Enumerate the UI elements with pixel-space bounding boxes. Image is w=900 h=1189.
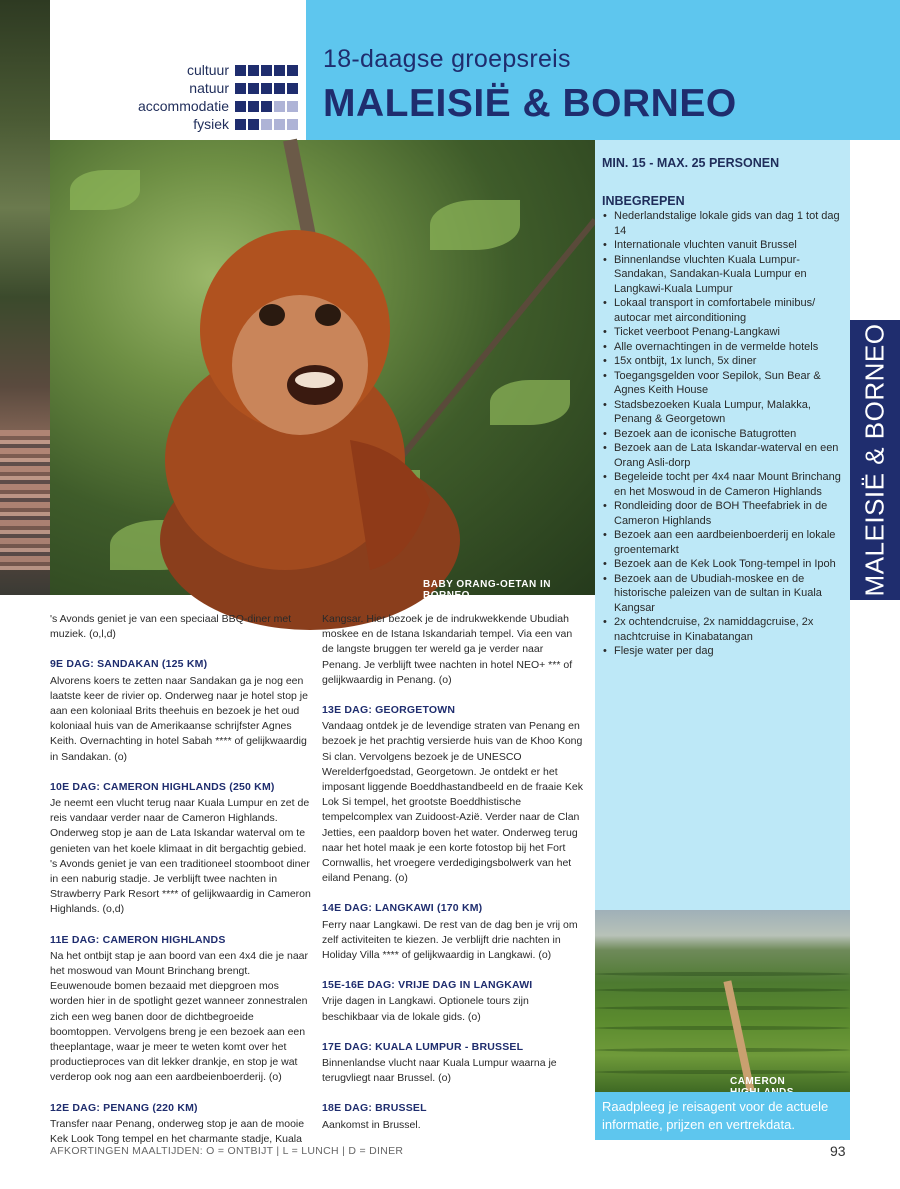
jungle-temple-image-strip [0, 0, 50, 595]
day-title: 12E DAG: PENANG (220 KM) [50, 1101, 198, 1114]
rating-square-filled [261, 65, 272, 76]
rating-squares [235, 65, 298, 76]
rating-square-filled [274, 83, 285, 94]
day-text: Alvorens koers te zetten naar Sandakan ga je nog een laatste keer de rivier op. Onderweg naar je hotel stop je aan een koloniaal Brits theehuis en bezoek je het oud koloniaal huis van de Amerikaanse schrijfster Agnes Keith. Overnachting in hotel Sabah **** of gelijkwaardig in Sandakan. (o) [50, 674, 308, 763]
temple-detail [0, 430, 50, 570]
day-text: Na het ontbijt stap je aan boord van een 4x4 die je naar het moswoud van Mount Brinchang brengt. Eeuwenoude bomen bezaaid met diepgroen mos worden hier in de spotlight gezet wanneer zonnestralen zich een weg banen door de dichtbegroeide boomtoppen. Vervolgens breng je een bezoek aan een theeplantage, waar je meer te weten komt over het productieproces van dit lekker drankje, en stop je wat verderop ook nog aan een aardbeienboerderij. (o) [50, 949, 309, 1084]
day-title: 9E DAG: SANDAKAN (125 KM) [50, 658, 208, 671]
rating-squares [235, 83, 298, 94]
legend-label: natuur [189, 80, 229, 96]
trip-title: MALEISIË & BORNEO [323, 82, 737, 125]
legend-row-accommodatie [138, 98, 298, 114]
cameron-highlands-photo [595, 910, 850, 1092]
included-list [602, 209, 847, 659]
destination-side-tab [850, 320, 900, 600]
list-item: • Alle overnachtingen in de vermelde hotels [602, 340, 847, 355]
list-item: • Bezoek aan de Kek Look Tong-tempel in Ipoh [602, 557, 847, 572]
tea-row [595, 972, 850, 976]
day-text: Binnenlandse vlucht naar Kuala Lumpur waarna je terugvliegt naar Brussel. (o) [322, 1057, 557, 1085]
photo-caption: CAMERON [730, 1076, 786, 1087]
rating-square-filled [235, 65, 246, 76]
rating-square-filled [235, 83, 246, 94]
advice-box [595, 1092, 850, 1140]
rating-square-filled [287, 83, 298, 94]
title-header [306, 0, 900, 140]
list-item: • Bezoek aan de Ubudiah-moskee en de historische paleizen van de sultan in Kuala Kangsar [602, 572, 847, 616]
rating-square-filled [248, 83, 259, 94]
column-intro: Kangsar. Hier bezoek je de indrukwekkende Ubudiah moskee en de Istana Iskandariah tempel. Via een van de langste bruggen ter wereld ga je verder naar Penang. Je verblijft twee nachten in hotel NEO+ *** of gelijkwaardig in Penang. (o) [322, 613, 573, 686]
dirt-path [723, 980, 754, 1091]
list-item: • Begeleide tocht per 4x4 naar Mount Brinchang en het Moswoud in de Cameron Highlands [602, 470, 847, 499]
day-title: 11E DAG: CAMERON HIGHLANDS [50, 933, 226, 946]
legend-row-fysiek [193, 116, 298, 132]
list-item: • Nederlandstalige lokale gids van dag 1 tot dag 14 [602, 209, 847, 238]
included-heading: INBEGREPEN [602, 194, 685, 208]
day-title: 10E DAG: CAMERON HIGHLANDS (250 KM) [50, 780, 275, 793]
list-item: • Bezoek aan de iconische Batugrotten [602, 427, 847, 442]
day-text: Transfer naar Penang, onderweg stop je aan de mooie Kek Look Tong tempel en het charmante stadje, Kuala [50, 1117, 305, 1146]
tea-row [595, 1048, 850, 1052]
photo-caption: BABY ORANG-OETAN IN BORNEO [423, 579, 552, 601]
legend-row-natuur [189, 80, 298, 96]
rating-square-filled [248, 101, 259, 112]
legend-label: accommodatie [137, 98, 229, 114]
page-number: 93 [830, 1143, 846, 1159]
day-text: Aankomst in Brussel. [322, 1118, 421, 1131]
group-size: MIN. 15 - MAX. 25 PERSONEN [602, 156, 780, 170]
day-text: Ferry naar Langkawi. De rest van de dag ben je vrij om zelf activiteiten te kiezen. Je verblijft drie nachten in Holiday Villa **** of gelijkwaardig in Langkawi. (o) [322, 918, 578, 962]
rating-square-empty [287, 101, 298, 112]
list-item: • Internationale vluchten vanuit Brussel [602, 238, 847, 253]
rating-square-filled [274, 65, 285, 76]
advice-text: Raadpleeg je reisagent voor de actuele informatie, prijzen en vertrekdata. [602, 1099, 829, 1132]
tea-row [595, 988, 850, 992]
list-item: • Flesje water per dag [602, 644, 847, 659]
included-panel [595, 140, 850, 910]
rating-square-empty [287, 119, 298, 130]
rating-squares [235, 119, 298, 130]
rating-square-filled [248, 119, 259, 130]
day-title: 13E DAG: GEORGETOWN [322, 704, 456, 717]
day-text: Vandaag ontdek je de levendige straten van Penang en bezoek je het prachtig versierde huis van de Khoo Kong Si clan. Vervolgens bezoek je de UNESCO Werelderfgoedstad, Georgetown. Je ontdekt er het imposant liggende Boeddhastandbeeld en de fraaie Kek Lok Si tempel, het grootste Boeddhistische tempelcomplex van Zuidoost-Azië. Verder naar de Clan Jetties, een paaldorp boven het water. Onderweg terug naar het hotel maak je een korte fotostop bij het Fort Cornwallis, het vroegere verdedigingsbolwerk van het eiland Penang. (o) [322, 720, 583, 885]
orangutan-illustration [50, 140, 595, 595]
meal-abbreviations: AFKORTINGEN MAALTIJDEN: O = ONTBIJT | L = LUNCH | D = DINER [50, 1145, 404, 1157]
rating-legend [50, 0, 306, 140]
rating-square-filled [287, 65, 298, 76]
list-item: • Ticket veerboot Penang-Langkawi [602, 325, 847, 340]
itinerary-column-1 [50, 612, 312, 1162]
column-intro: 's Avonds geniet je van een speciaal BBQ-diner met muziek. (o,l,d) [50, 613, 292, 641]
rating-square-empty [261, 119, 272, 130]
list-item: • 2x ochtendcruise, 2x namiddagcruise, 2x nachtcruise in Kinabatangan [602, 615, 847, 644]
legend-label: fysiek [193, 116, 229, 132]
tea-row [595, 1070, 850, 1074]
trip-subtitle: 18-daagse groepsreis [323, 45, 571, 73]
side-tab-label: MALEISIË & BORNEO [859, 323, 890, 597]
rating-squares [235, 101, 298, 112]
list-item: • Rondleiding door de BOH Theefabriek in de Cameron Highlands [602, 499, 847, 528]
rating-square-filled [235, 101, 246, 112]
rating-square-filled [261, 101, 272, 112]
rating-square-empty [274, 119, 285, 130]
rating-square-filled [235, 119, 246, 130]
day-title: 18E DAG: BRUSSEL [322, 1102, 427, 1115]
day-title: 15E-16E DAG: VRIJE DAG IN LANGKAWI [322, 979, 533, 992]
list-item: • Bezoek aan een aardbeienboerderij en lokale groentemarkt [602, 528, 847, 557]
list-item: • Bezoek aan de Lata Iskandar-waterval en een Orang Asli-dorp [602, 441, 847, 470]
list-item: • 15x ontbijt, 1x lunch, 5x diner [602, 354, 847, 369]
day-text: Vrije dagen in Langkawi. Optionele tours zijn beschikbaar via de lokale gids. (o) [322, 995, 529, 1023]
list-item: • Binnenlandse vluchten Kuala Lumpur-Sandakan, Sandakan-Kuala Lumpur en Langkawi-Kuala Lumpur [602, 253, 847, 297]
itinerary-column-2 [322, 612, 584, 1148]
list-item: • Lokaal transport in comfortabele minibus/ autocar met airconditioning [602, 296, 847, 325]
legend-row-cultuur [187, 62, 298, 78]
list-item: • Toegangsgelden voor Sepilok, Sun Bear & Agnes Keith House [602, 369, 847, 398]
day-text: Je neemt een vlucht terug naar Kuala Lumpur en zet de reis vandaar verder naar de Cameron Highlands. Onderweg stop je aan de Lata Iskandar waterval om te genieten van het koele klimaat in dit bergachtig gebied. 's Avonds geniet je van een traditioneel stoomboot diner in een naburig stadje. Je verblijft twee nachten in Strawberry Park Resort **** of gelijkwaardig in Cameron Highlands. (o,d) [50, 797, 311, 916]
rating-square-filled [261, 83, 272, 94]
day-title: 14E DAG: LANGKAWI (170 KM) [322, 902, 483, 915]
tea-row [595, 1026, 850, 1030]
tea-row [595, 1006, 850, 1010]
legend-label: cultuur [186, 62, 229, 78]
rating-square-empty [274, 101, 285, 112]
rating-square-filled [248, 65, 259, 76]
list-item: • Stadsbezoeken Kuala Lumpur, Malakka, Penang & Georgetown [602, 398, 847, 427]
orangutan-photo [50, 140, 595, 601]
day-title: 17E DAG: KUALA LUMPUR - BRUSSEL [322, 1040, 524, 1053]
